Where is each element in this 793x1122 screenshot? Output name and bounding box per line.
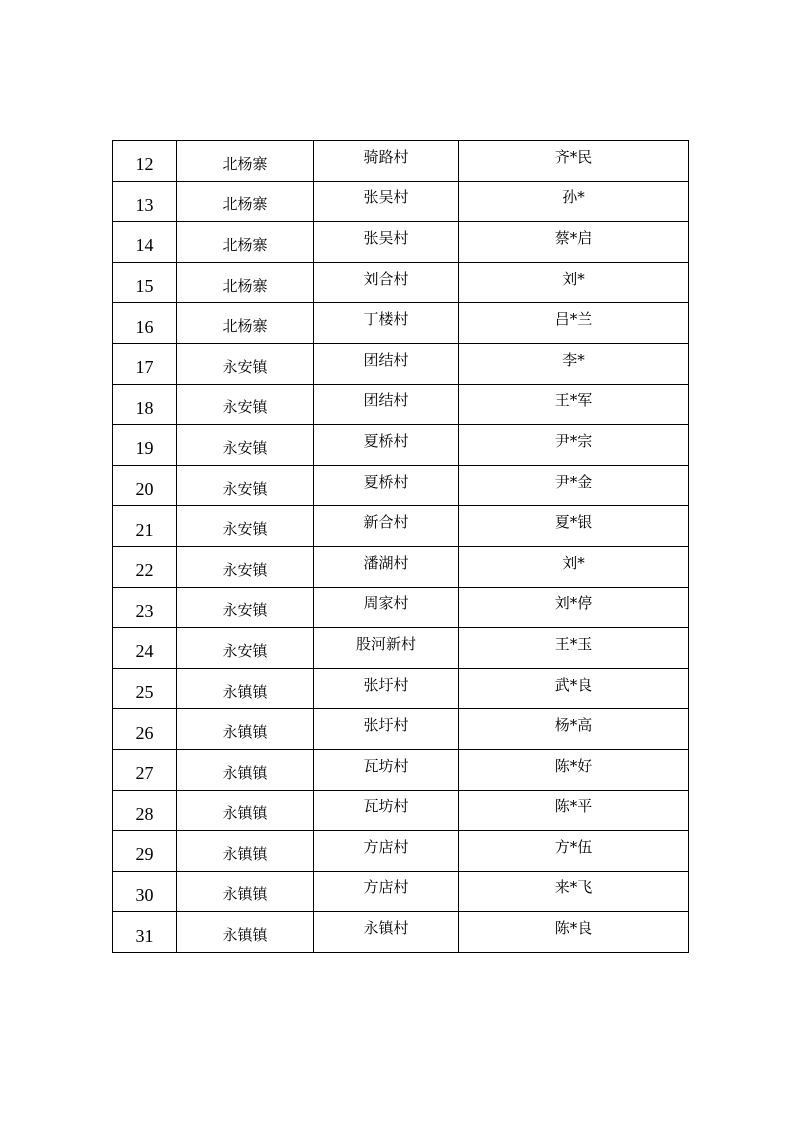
name-cell: 方*伍 xyxy=(459,831,689,872)
town-cell: 永镇镇 xyxy=(177,668,314,709)
town-cell: 永镇镇 xyxy=(177,912,314,953)
town-cell: 北杨寨 xyxy=(177,303,314,344)
town-cell: 北杨寨 xyxy=(177,222,314,263)
village-cell: 周家村 xyxy=(314,587,459,628)
village-cell: 张吴村 xyxy=(314,222,459,263)
name-cell: 武*良 xyxy=(459,668,689,709)
table-row xyxy=(113,303,689,344)
town-cell: 永安镇 xyxy=(177,343,314,384)
village-cell: 团结村 xyxy=(314,384,459,425)
row-number-cell: 18 xyxy=(113,384,177,425)
town-cell: 永镇镇 xyxy=(177,749,314,790)
row-number-cell: 21 xyxy=(113,506,177,547)
name-cell: 王*军 xyxy=(459,384,689,425)
name-cell: 陈*平 xyxy=(459,790,689,831)
name-cell: 刘* xyxy=(459,262,689,303)
row-number-cell: 22 xyxy=(113,546,177,587)
row-number-cell: 26 xyxy=(113,709,177,750)
village-cell: 股河新村 xyxy=(314,628,459,669)
table-row xyxy=(113,262,689,303)
village-cell: 丁楼村 xyxy=(314,303,459,344)
table-row xyxy=(113,912,689,953)
table-row xyxy=(113,465,689,506)
town-cell: 北杨寨 xyxy=(177,181,314,222)
village-cell: 新合村 xyxy=(314,506,459,547)
roster-table xyxy=(112,140,689,953)
row-number-cell: 29 xyxy=(113,831,177,872)
name-cell: 陈*好 xyxy=(459,749,689,790)
name-cell: 杨*高 xyxy=(459,709,689,750)
table-row xyxy=(113,384,689,425)
village-cell: 团结村 xyxy=(314,343,459,384)
village-cell: 刘合村 xyxy=(314,262,459,303)
town-cell: 永镇镇 xyxy=(177,831,314,872)
row-number-cell: 23 xyxy=(113,587,177,628)
town-cell: 永安镇 xyxy=(177,384,314,425)
table-row xyxy=(113,425,689,466)
village-cell: 潘湖村 xyxy=(314,546,459,587)
roster-table-container xyxy=(112,140,688,953)
name-cell: 陈*良 xyxy=(459,912,689,953)
name-cell: 孙* xyxy=(459,181,689,222)
village-cell: 骑路村 xyxy=(314,141,459,182)
row-number-cell: 17 xyxy=(113,343,177,384)
row-number-cell: 27 xyxy=(113,749,177,790)
row-number-cell: 13 xyxy=(113,181,177,222)
row-number-cell: 12 xyxy=(113,141,177,182)
table-row xyxy=(113,709,689,750)
name-cell: 王*玉 xyxy=(459,628,689,669)
town-cell: 北杨寨 xyxy=(177,262,314,303)
row-number-cell: 15 xyxy=(113,262,177,303)
name-cell: 李* xyxy=(459,343,689,384)
village-cell: 夏桥村 xyxy=(314,465,459,506)
row-number-cell: 31 xyxy=(113,912,177,953)
table-row xyxy=(113,628,689,669)
name-cell: 刘*停 xyxy=(459,587,689,628)
table-row xyxy=(113,141,689,182)
table-row xyxy=(113,222,689,263)
village-cell: 张圩村 xyxy=(314,709,459,750)
name-cell: 来*飞 xyxy=(459,871,689,912)
row-number-cell: 30 xyxy=(113,871,177,912)
name-cell: 蔡*启 xyxy=(459,222,689,263)
village-cell: 方店村 xyxy=(314,831,459,872)
village-cell: 夏桥村 xyxy=(314,425,459,466)
row-number-cell: 28 xyxy=(113,790,177,831)
table-row xyxy=(113,546,689,587)
table-row xyxy=(113,790,689,831)
village-cell: 瓦坊村 xyxy=(314,790,459,831)
row-number-cell: 16 xyxy=(113,303,177,344)
village-cell: 瓦坊村 xyxy=(314,749,459,790)
roster-table-body xyxy=(113,141,689,953)
name-cell: 尹*宗 xyxy=(459,425,689,466)
row-number-cell: 25 xyxy=(113,668,177,709)
row-number-cell: 24 xyxy=(113,628,177,669)
table-row xyxy=(113,343,689,384)
name-cell: 刘* xyxy=(459,546,689,587)
row-number-cell: 19 xyxy=(113,425,177,466)
village-cell: 方店村 xyxy=(314,871,459,912)
town-cell: 永安镇 xyxy=(177,628,314,669)
table-row xyxy=(113,871,689,912)
town-cell: 永安镇 xyxy=(177,546,314,587)
table-row xyxy=(113,506,689,547)
town-cell: 永安镇 xyxy=(177,506,314,547)
village-cell: 永镇村 xyxy=(314,912,459,953)
town-cell: 永安镇 xyxy=(177,425,314,466)
name-cell: 尹*金 xyxy=(459,465,689,506)
table-row xyxy=(113,831,689,872)
village-cell: 张圩村 xyxy=(314,668,459,709)
name-cell: 齐*民 xyxy=(459,141,689,182)
name-cell: 夏*银 xyxy=(459,506,689,547)
table-row xyxy=(113,181,689,222)
village-cell: 张吴村 xyxy=(314,181,459,222)
table-row xyxy=(113,668,689,709)
row-number-cell: 20 xyxy=(113,465,177,506)
town-cell: 永镇镇 xyxy=(177,709,314,750)
row-number-cell: 14 xyxy=(113,222,177,263)
table-row xyxy=(113,587,689,628)
town-cell: 永安镇 xyxy=(177,465,314,506)
table-row xyxy=(113,749,689,790)
town-cell: 北杨寨 xyxy=(177,141,314,182)
town-cell: 永安镇 xyxy=(177,587,314,628)
town-cell: 永镇镇 xyxy=(177,871,314,912)
name-cell: 吕*兰 xyxy=(459,303,689,344)
town-cell: 永镇镇 xyxy=(177,790,314,831)
